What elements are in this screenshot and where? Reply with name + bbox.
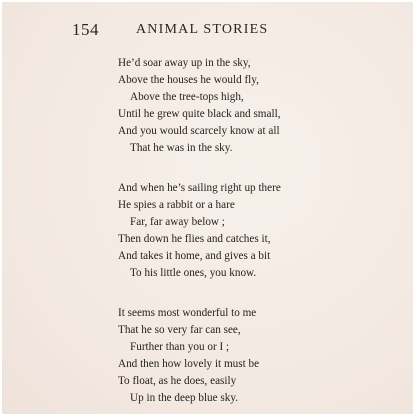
poem-line: Far, far away below ; [130, 216, 225, 228]
poem-line: To float, as he does, easily [118, 375, 237, 387]
poem-line: And when he’s sailing right up there [118, 182, 281, 194]
page-header [0, 20, 416, 40]
page-number: 154 [72, 20, 99, 39]
running-head: ANIMAL STORIES [136, 22, 269, 37]
poem-line: He’d soar away up in the sky, [118, 57, 251, 69]
poem-line: And then how lovely it must be [118, 358, 260, 370]
poem-line: Up in the deep blue sky. [130, 392, 239, 404]
poem-line: And takes it home, and gives a bit [118, 250, 271, 262]
poem-line: That he so very far can see, [118, 324, 241, 336]
poem-line: He spies a rabbit or a hare [118, 199, 235, 211]
poem-line: Further than you or I ; [130, 341, 230, 353]
poem-line: That he was in the sky. [130, 142, 233, 154]
poem-line: And you would scarcely know at all [118, 125, 280, 137]
poem-line: Above the houses he would fly, [118, 74, 259, 86]
poem-line: To his little ones, you know. [130, 267, 257, 279]
poem-line: Then down he flies and catches it, [118, 233, 271, 245]
poem-line: It seems most wonderful to me [118, 307, 257, 319]
poem-line: Above the tree-tops high, [130, 91, 244, 103]
poem-line: Until he grew quite black and small, [118, 108, 281, 120]
